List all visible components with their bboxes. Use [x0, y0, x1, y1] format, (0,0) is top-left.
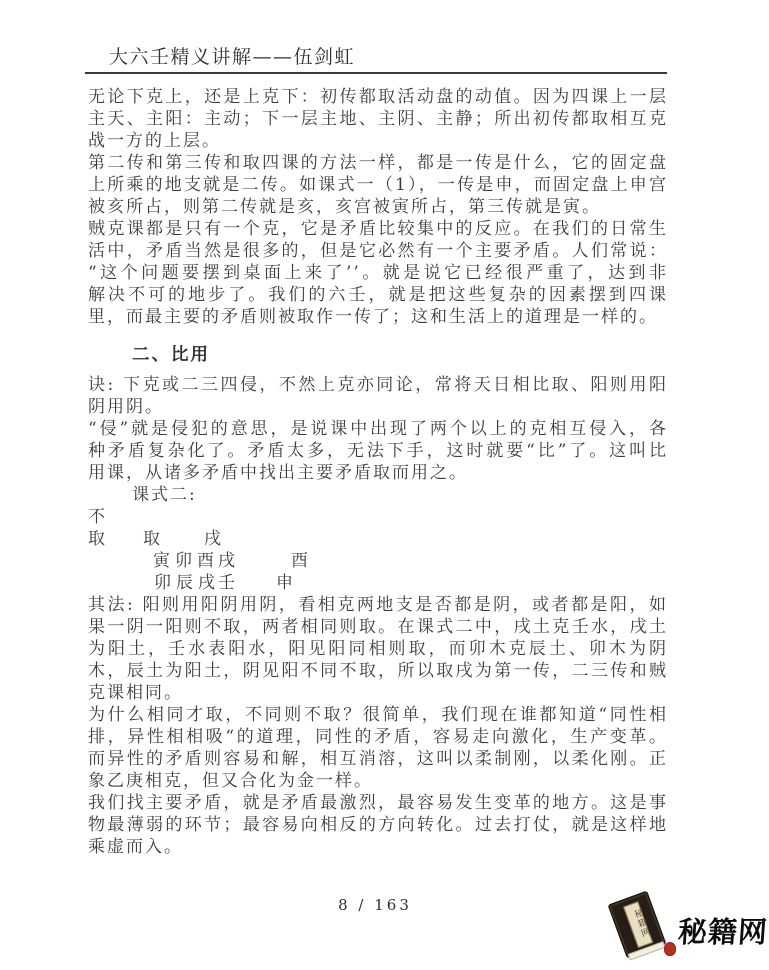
text-line: 排，异性相相吸“的道理，同性的矛盾，容易走向激化，生产变革。 — [88, 727, 668, 747]
book-label-text: 秘籍网 — [623, 901, 653, 948]
paragraph — [88, 418, 668, 484]
text-line: 克课相同。 — [88, 683, 183, 703]
keshi-cell: 壬 — [218, 573, 237, 593]
mijiwang-logo — [612, 892, 769, 968]
text-line: 战一方的上层。 — [88, 131, 221, 151]
text-line: 象乙庚相克，但又合化为金一样。 — [88, 771, 373, 791]
text-line: 木，辰土为阳土，阴见阳不同不取，所以取戌为第一传，二三传和贼 — [88, 661, 668, 681]
text-line: 第二传和第三传和取四课的方法一样，都是一传是什么，它的固定盘 — [88, 153, 668, 173]
keshi-cell: 寅 — [153, 551, 172, 571]
keshi-diagram-label: 课式二: — [132, 485, 197, 505]
text-line: 其法: 阳则用阳阴用阴，看相克两地支是否都是阴，或者都是阳，如 — [88, 595, 668, 615]
text-line: 我们找主要矛盾，就是矛盾最激烈，最容易发生变革的地方。这是事 — [88, 793, 668, 813]
paragraph-jue — [88, 374, 668, 418]
paragraph-qifa — [88, 594, 668, 704]
keshi-cell: 酉 — [197, 551, 216, 571]
keshi-row — [88, 506, 668, 528]
text-line: 贼克课都是只有一个克，它是矛盾比较集中的反应。在我们的日常生 — [88, 219, 668, 239]
text-line: 用课，从诸多矛盾中找出主要矛盾取而用之。 — [88, 463, 468, 483]
keshi-cell: 酉 — [291, 551, 310, 571]
keshi-cell: 申 — [276, 573, 295, 593]
keshi-row — [88, 550, 668, 572]
text-line: “侵”就是侵犯的意思，是说课中出现了两个以上的克相互侵入，各 — [88, 419, 668, 439]
text-line: 而异性的矛盾则容易和解，相互消溶，这叫以柔制刚，以柔化刚。正 — [88, 749, 668, 769]
keshi-cell: 戌 — [218, 551, 237, 571]
text-line: 被亥所占，则第二传就是亥，亥宫被寅所占，第三传就是寅。 — [88, 197, 601, 217]
text-line: 乘虚而入。 — [88, 837, 183, 857]
text-line: 活中，矛盾当然是很多的，但是它必然有一个主要矛盾。人们常说： — [88, 241, 668, 261]
keshi-row — [88, 528, 668, 550]
keshi-cell: 取 — [143, 529, 162, 549]
keshi-cell: 戌 — [198, 573, 217, 593]
keshi-cell: 戌 — [204, 529, 223, 549]
text-line: 为阳土，壬水表阳水，阳见阳同相则取，而卯木克辰土、卯木为阴 — [88, 639, 668, 659]
keshi-cell: 卯 — [154, 573, 173, 593]
keshi-cell: 不 — [88, 507, 107, 527]
keshi-diagram — [88, 506, 668, 594]
keshi-cell: 辰 — [176, 573, 195, 593]
text-line: 诀: 下克或二三四侵，不然上克亦同论，常将天日相比取、阳则用阳 — [88, 375, 668, 395]
keshi-row — [88, 572, 668, 594]
text-line: 种矛盾复杂化了。矛盾太多，无法下手，这时就要“比”了。这叫比 — [88, 441, 668, 461]
text-line: 果一阴一阳则不取，两者相同则取。在课式二中，戌土克壬水，戌土 — [88, 617, 668, 637]
text-line: 物最薄弱的环节；最容易向相反的方向转化。过去打仗，就是这样地 — [88, 815, 668, 835]
paragraph — [88, 218, 668, 328]
logo-text: 秘籍网 — [676, 915, 769, 949]
paragraph — [88, 704, 668, 792]
text-line: “这个问题要摆到桌面上来了’’。就是说它已经很严重了，达到非 — [88, 263, 668, 283]
text-line: 里，而最主要的矛盾则被取作一传了；这和生活上的道理是一样的。 — [88, 307, 658, 327]
header-divider — [85, 72, 667, 74]
book-icon — [608, 891, 667, 959]
red-seal-icon — [664, 942, 676, 956]
text-line: 主天、主阳：主动；下一层主地、主阴、主静；所出初传都取相互克 — [88, 109, 668, 129]
text-line: 阴用阴。 — [88, 397, 164, 417]
keshi-cell: 取 — [88, 529, 107, 549]
paragraph — [88, 792, 668, 858]
text-line: 为什么相同才取，不同则不取？很简单，我们现在谁都知道“同性相 — [88, 705, 668, 725]
page-number: 8 / 163 — [338, 896, 412, 914]
keshi-cell: 卯 — [175, 551, 194, 571]
text-line: 无论下克上，还是上克下：初传都取活动盘的动值。因为四课上一层 — [88, 87, 668, 107]
section-heading: 二、比用 — [132, 345, 210, 365]
paragraph — [88, 152, 668, 218]
text-line: 解决不可的地步了。我们的六壬，就是把这些复杂的因素摆到四课 — [88, 285, 668, 305]
page-body — [88, 86, 668, 858]
page-title: 大六壬精义讲解——伍剑虹 — [109, 46, 356, 68]
text-line: 上所乘的地支就是二传。如课式一（1），一传是申，而固定盘上申宫 — [88, 175, 668, 195]
paragraph — [88, 86, 668, 152]
